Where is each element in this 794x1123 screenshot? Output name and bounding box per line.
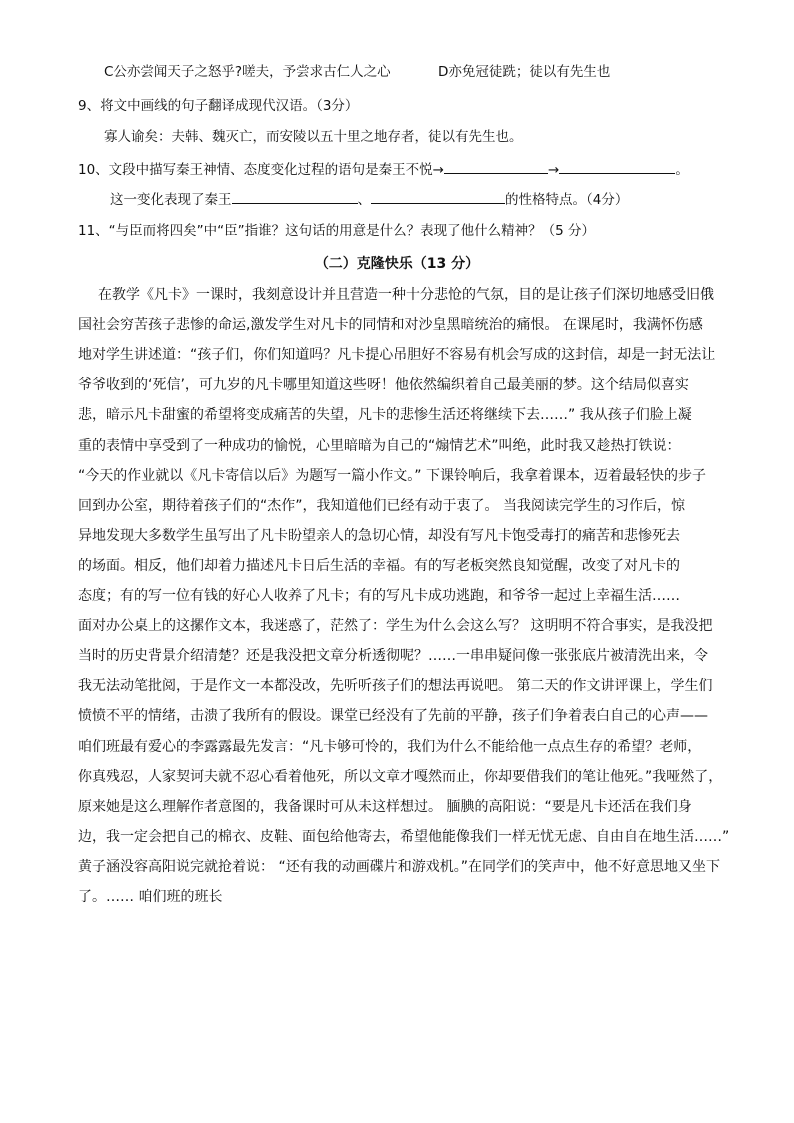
question-11: 11、“与臣而将四矣”中“臣”指谁？这句话的用意是什么？表现了他什么精神？（5 分） <box>78 223 596 239</box>
question-10 <box>78 159 689 180</box>
question-10-stem: 10、文段中描写秦王神情、态度变化过程的语句是秦王不悦→ <box>78 162 444 178</box>
arrow: → <box>548 162 560 178</box>
question-9-sentence: 寡人谕矣：夫韩、魏灭亡，而安陵以五十里之地存者，徒以有先生也。 <box>104 129 523 145</box>
answer-blank-4[interactable] <box>371 189 505 204</box>
option-d: D亦免冠徒跣；徒以有先生也 <box>438 64 611 80</box>
answer-blank-2[interactable] <box>559 159 675 174</box>
passage-line: 当时的历史背景介绍清楚？还是我没把文章分析透彻呢？……一串串疑问像一张张底片被清洗出来，令 <box>78 648 708 664</box>
passage-line: 我无法动笔批阅，于是作文一本都没改，先听听孩子们的想法再说吧。 第二天的作文讲评课上，学生们 <box>78 678 713 694</box>
passage-line: 爷爷收到的‘死信’，可九岁的凡卡哪里知道这些呀！他依然编织着自己最美丽的梦。这个结局似喜实 <box>78 377 689 393</box>
passage-line: 悲，暗示凡卡甜蜜的希望将变成痛苦的失望，凡卡的悲惨生活还将继续下去……” 我从孩子们脸上凝 <box>78 407 692 423</box>
passage-line: 态度；有的写一位有钱的好心人收养了凡卡；有的写凡卡成功逃跑，和爷爷一起过上幸福生活…… <box>78 588 680 604</box>
answer-blank-1[interactable] <box>444 159 548 174</box>
passage-line: 黄子涵没容高阳说完就抢着说： “还有我的动画碟片和游戏机。”在同学们的笑声中，他不好意思地又坐下 <box>78 859 720 875</box>
section-title: （二）克隆快乐（13 分） <box>314 256 480 272</box>
passage-line: 国社会穷苦孩子悲惨的命运,激发学生对凡卡的同情和对沙皇黑暗统治的痛恨。 在课尾时，我满怀伤感 <box>78 317 703 333</box>
passage-line: 了。…… 咱们班的班长 <box>78 889 223 905</box>
question-9: 9、将文中画线的句子翻译成现代汉语。（3分） <box>78 98 359 114</box>
passage-line: 你真残忍，人家契诃夫就不忍心看着他死，所以文章才嘎然而止，你却要借我们的笔让他死。”我哑然了， <box>78 769 723 785</box>
passage-line: 回到办公室，期待着孩子们的“杰作”，我知道他们已经有动于衷了。 当我阅读完学生的习作后，惊 <box>78 498 685 514</box>
question-10-end: 。 <box>675 162 689 178</box>
passage-line: 面对办公桌上的这摞作文本，我迷惑了，茫然了：学生为什么会这么写？ 这明明不符合事实，是我没把 <box>78 618 713 634</box>
passage-line: 的场面。相反，他们却着力描述凡卡日后生活的幸福。有的写老板突然良知觉醒，改变了对凡卡的 <box>78 558 680 574</box>
passage-line: 咱们班最有爱心的李露露最先发言：“凡卡够可怜的，我们为什么不能给他一点点生存的希望？老师， <box>78 739 702 755</box>
question-10-tail: 的性格特点。（4分） <box>505 192 629 208</box>
passage-line: 在教学《凡卡》一课时，我刻意设计并且营造一种十分悲怆的气氛，目的是让孩子们深切地感受旧俄 <box>98 287 714 303</box>
passage-line: “今天的作业就以《凡卡寄信以后》为题写一篇小作文。” 下课铃响后，我拿着课本，迈着最轻快的步子 <box>78 468 706 484</box>
passage-line: 原来她是这么理解作者意图的，我备课时可从未这样想过。 腼腆的高阳说：“要是凡卡还活在我们身 <box>78 799 692 815</box>
separator: 、 <box>357 192 371 208</box>
answer-blank-3[interactable] <box>232 189 358 204</box>
passage-line: 愤愤不平的情绪，击溃了我所有的假设。课堂已经没有了先前的平静，孩子们争着表白自己的心声—— <box>78 708 708 724</box>
question-10-continued <box>110 189 628 210</box>
passage-line: 重的表情中享受到了一种成功的愉悦，心里暗暗为自己的“煽情艺术”叫绝，此时我又趁热打铁说： <box>78 438 681 454</box>
question-10-stem-2: 这一变化表现了秦王 <box>110 192 232 208</box>
passage-line: 异地发现大多数学生虽写出了凡卡盼望亲人的急切心情，却没有写凡卡饱受毒打的痛苦和悲惨死去 <box>78 528 680 544</box>
passage-line: 地对学生讲述道：“孩子们，你们知道吗？凡卡提心吊胆好不容易有机会写成的这封信，却是一封无法让 <box>78 347 716 363</box>
option-c: C公亦尝闻天子之怒乎?嗟夫，予尝求古仁人之心 <box>104 64 391 80</box>
passage-line: 边，我一定会把自己的棉衣、皮鞋、面包给他寄去，希望他能像我们一样无忧无虑、自由自在地生活……” <box>78 829 730 845</box>
